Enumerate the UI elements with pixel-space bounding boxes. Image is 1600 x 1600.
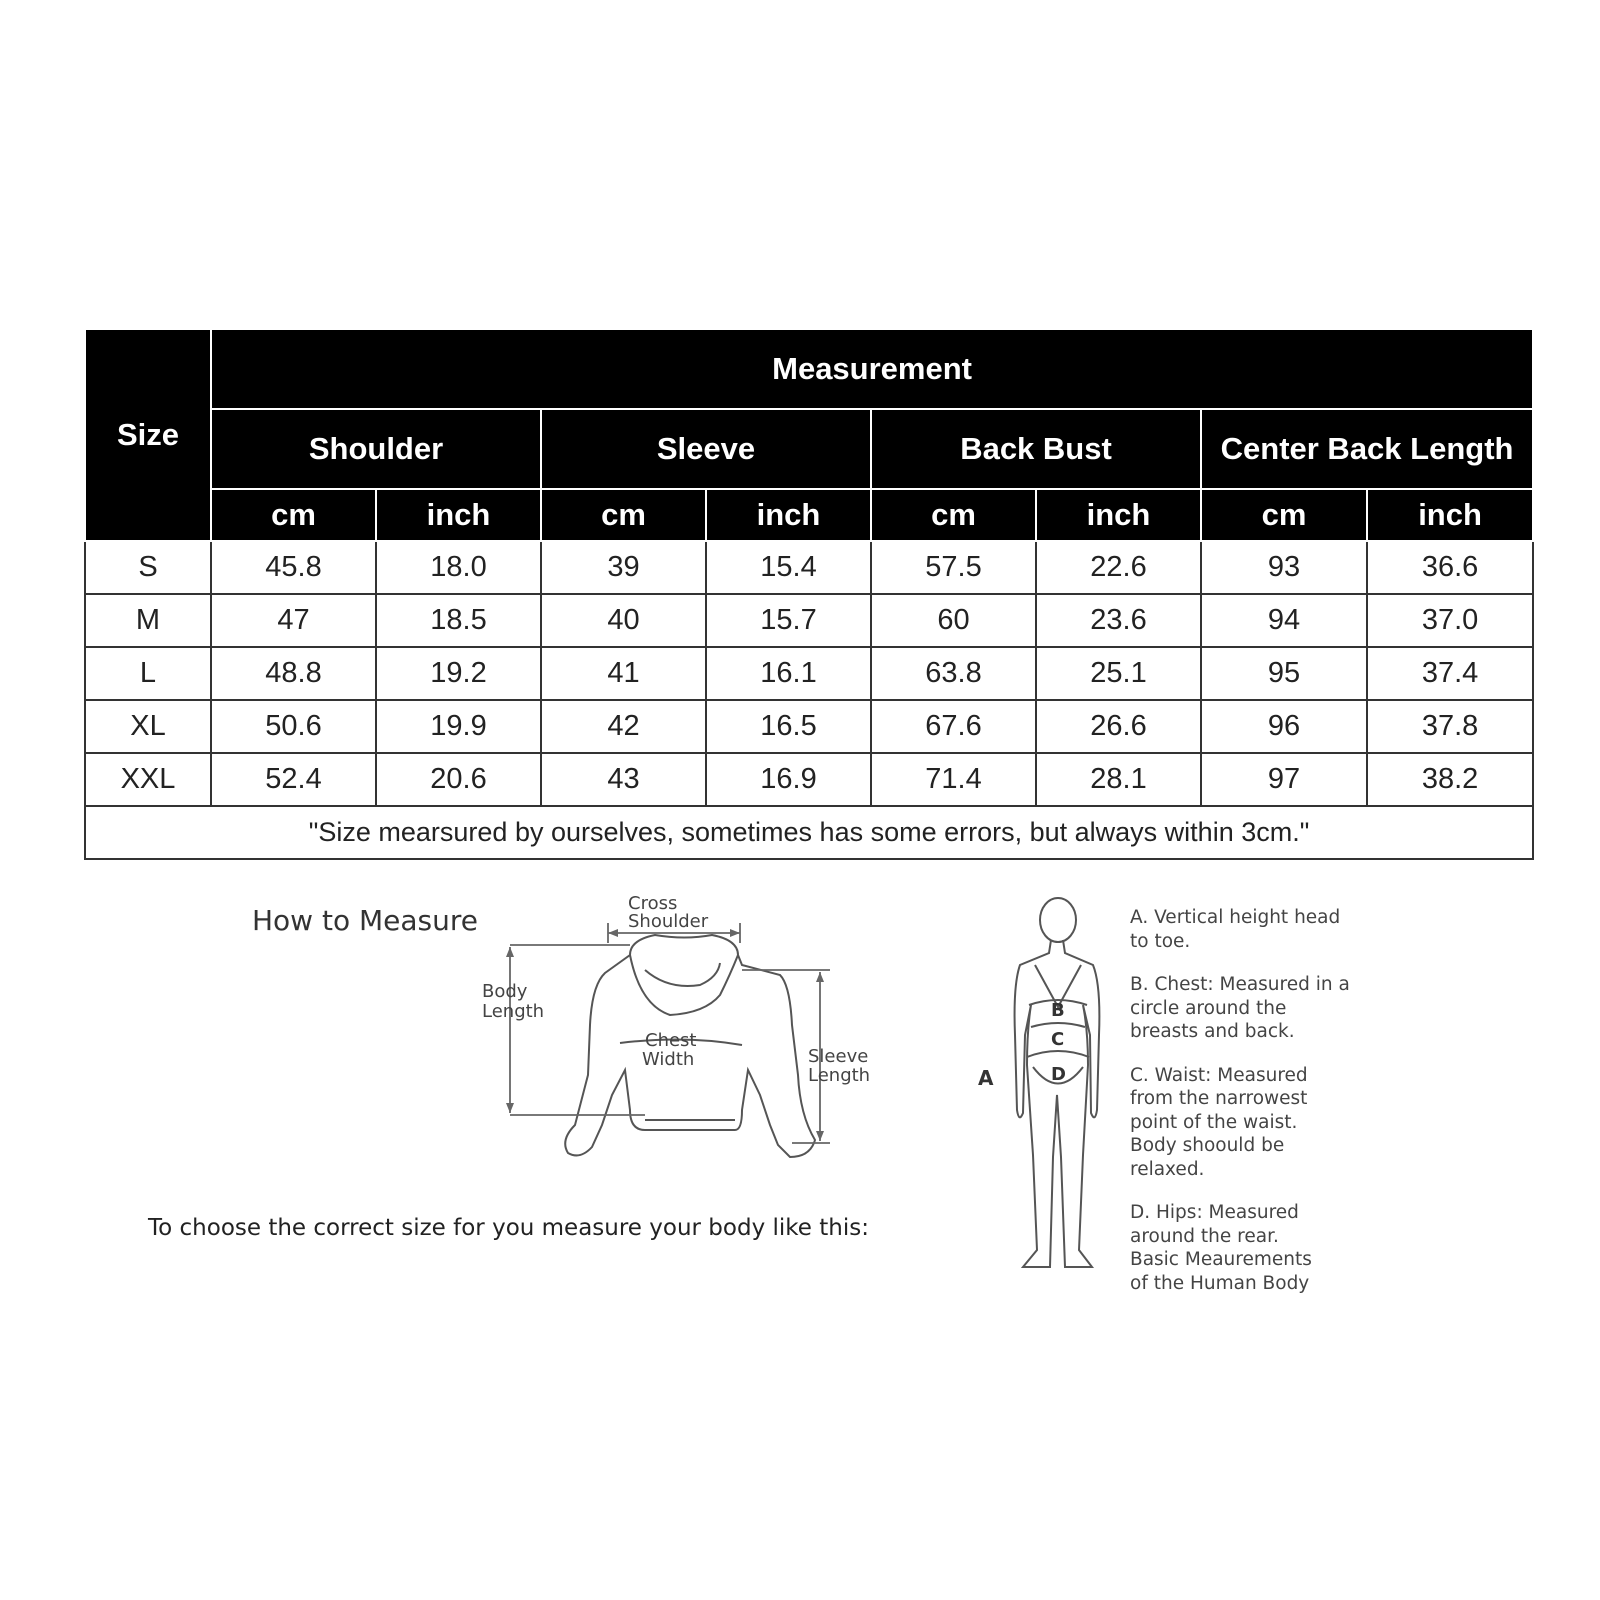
value-cell: 43: [541, 753, 706, 806]
value-cell: 36.6: [1367, 541, 1533, 594]
table-body: [85, 541, 1533, 859]
table-row: [85, 594, 1533, 647]
sleeve-length-label-1: Sleeve: [808, 1046, 869, 1067]
body-label-c: C: [1051, 1029, 1065, 1050]
value-cell: 41: [541, 647, 706, 700]
sleeve-header: Sleeve: [541, 409, 871, 489]
size-cell: L: [85, 647, 211, 700]
value-cell: 37.8: [1367, 700, 1533, 753]
size-cell: S: [85, 541, 211, 594]
unit-header: inch: [376, 489, 541, 541]
value-cell: 67.6: [871, 700, 1036, 753]
value-cell: 18.0: [376, 541, 541, 594]
sweater-measure-diagram: [480, 895, 900, 1185]
unit-header: cm: [871, 489, 1036, 541]
value-cell: 15.4: [706, 541, 871, 594]
table-row: [85, 541, 1533, 594]
chest-width-label-2: Width: [642, 1049, 695, 1070]
note-a: A. Vertical height head to toe.: [1130, 907, 1341, 952]
body-label-a: A: [978, 1066, 994, 1090]
value-cell: 18.5: [376, 594, 541, 647]
unit-header: cm: [1201, 489, 1367, 541]
value-cell: 42: [541, 700, 706, 753]
value-cell: 23.6: [1036, 594, 1201, 647]
sleeve-length-label-2: Length: [808, 1065, 871, 1086]
value-cell: 39: [541, 541, 706, 594]
value-cell: 16.9: [706, 753, 871, 806]
size-header: Size: [85, 329, 211, 541]
unit-header: inch: [1036, 489, 1201, 541]
value-cell: 95: [1201, 647, 1367, 700]
value-cell: 19.9: [376, 700, 541, 753]
value-cell: 25.1: [1036, 647, 1201, 700]
value-cell: 96: [1201, 700, 1367, 753]
value-cell: 40: [541, 594, 706, 647]
value-cell: 57.5: [871, 541, 1036, 594]
value-cell: 48.8: [211, 647, 376, 700]
size-cell: M: [85, 594, 211, 647]
value-cell: 15.7: [706, 594, 871, 647]
value-cell: 63.8: [871, 647, 1036, 700]
unit-header: inch: [706, 489, 871, 541]
value-cell: 38.2: [1367, 753, 1533, 806]
value-cell: 20.6: [376, 753, 541, 806]
value-cell: 71.4: [871, 753, 1036, 806]
back-bust-header: Back Bust: [871, 409, 1201, 489]
unit-header: cm: [211, 489, 376, 541]
size-disclaimer: "Size mearsured by ourselves, sometimes has some errors, but always within 3cm.": [85, 806, 1533, 859]
table-row: [85, 700, 1533, 753]
body-length-label-2: Length: [482, 1001, 545, 1022]
note-d: D. Hips: Measured around the rear. Basic Meaurements of the Human Body: [1130, 1202, 1312, 1294]
value-cell: 45.8: [211, 541, 376, 594]
measurement-header: Measurement: [211, 329, 1533, 409]
note-b: B. Chest: Measured in a circle around the breasts and back.: [1130, 974, 1350, 1042]
value-cell: 22.6: [1036, 541, 1201, 594]
center-back-length-header: Center Back Length: [1201, 409, 1533, 489]
size-cell: XL: [85, 700, 211, 753]
body-label-d: D: [1051, 1064, 1066, 1085]
body-label-b: B: [1051, 1000, 1065, 1021]
cross-shoulder-label-2: Shoulder: [628, 911, 709, 932]
measurement-notes: [1130, 906, 1430, 1315]
body-measure-diagram: [975, 895, 1115, 1295]
value-cell: 97: [1201, 753, 1367, 806]
value-cell: 37.4: [1367, 647, 1533, 700]
value-cell: 60: [871, 594, 1036, 647]
body-length-label-1: Body: [482, 981, 528, 1002]
size-chart-table: [84, 328, 1534, 860]
choose-size-instruction: To choose the correct size for you measure your body like this:: [148, 1215, 869, 1241]
value-cell: 28.1: [1036, 753, 1201, 806]
value-cell: 37.0: [1367, 594, 1533, 647]
value-cell: 47: [211, 594, 376, 647]
unit-header: cm: [541, 489, 706, 541]
value-cell: 50.6: [211, 700, 376, 753]
value-cell: 16.5: [706, 700, 871, 753]
unit-header: inch: [1367, 489, 1533, 541]
table-note-row: [85, 806, 1533, 859]
chest-width-label-1: Chest: [645, 1030, 697, 1051]
table-row: [85, 753, 1533, 806]
value-cell: 26.6: [1036, 700, 1201, 753]
size-cell: XXL: [85, 753, 211, 806]
value-cell: 19.2: [376, 647, 541, 700]
value-cell: 16.1: [706, 647, 871, 700]
how-to-measure-title: How to Measure: [252, 904, 478, 937]
value-cell: 94: [1201, 594, 1367, 647]
note-c: C. Waist: Measured from the narrowest point of the waist. Body shoould be relaxed.: [1130, 1064, 1308, 1180]
value-cell: 93: [1201, 541, 1367, 594]
value-cell: 52.4: [211, 753, 376, 806]
cross-shoulder-label-1: Cross: [628, 895, 678, 914]
shoulder-header: Shoulder: [211, 409, 541, 489]
table-row: [85, 647, 1533, 700]
